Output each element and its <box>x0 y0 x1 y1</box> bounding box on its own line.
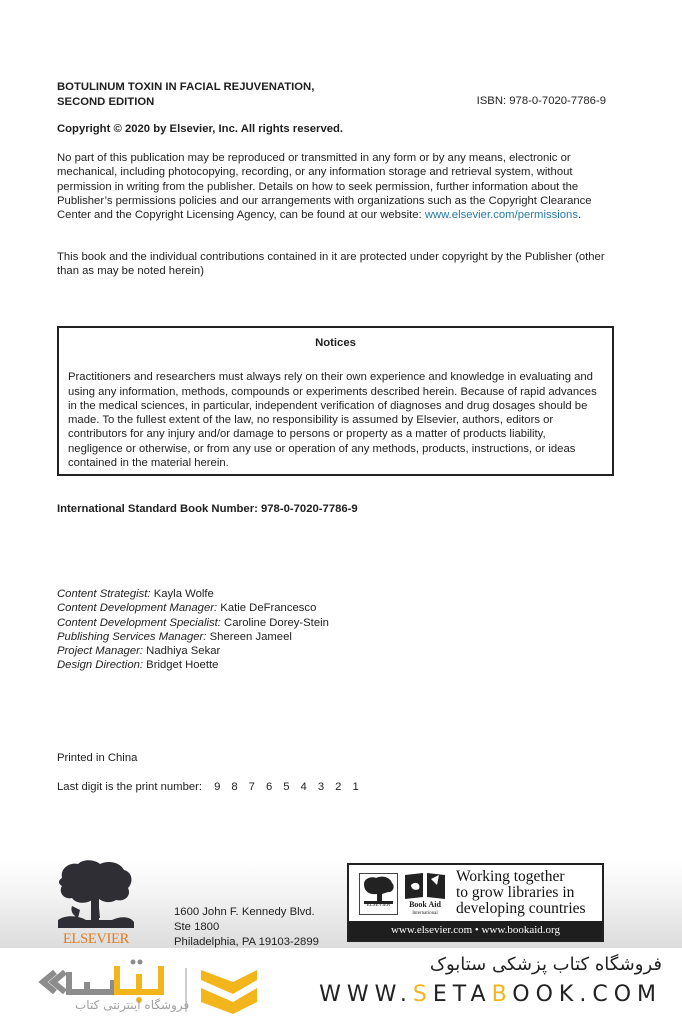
credit-role: Design Direction: <box>57 659 144 672</box>
elsevier-mini-logo <box>359 873 398 915</box>
book-aid-label <box>403 901 447 917</box>
book-aid-urls[interactable]: www.elsevier.com • www.bookaid.org <box>349 921 602 940</box>
credits-list <box>57 587 329 673</box>
credit-role: Content Development Specialist: <box>57 616 221 629</box>
credit-item <box>57 658 329 672</box>
credit-name: Nadhiya Sekar <box>143 645 221 658</box>
setabook-logo <box>35 958 265 1018</box>
elsevier-mini-label: ELSEVIER <box>366 902 391 908</box>
print-digit: 2 <box>335 781 342 793</box>
print-number-label: Last digit is the print number: <box>57 781 203 793</box>
credit-name: Katie DeFrancesco <box>217 602 317 615</box>
book-aid-icon <box>403 871 447 901</box>
notices-body: Practitioners and researchers must always rely on their own experience and knowledge in evaluating and using any information, methods, compounds or experiments described herein. Because of rapid advances in the medical sciences, in particular, independent verification of diagnoses and drug dosages should be made. To the fullest extent of the law, no responsibility is assumed by Elsevier, authors, editors or contributors for any injury and/or damage to persons or property as a matter of products liability, negligence or otherwise, or from any use or operation of any methods, products, instructions, or ideas contained in the material herein. <box>68 371 597 470</box>
protection-paragraph: This book and the individual contributions contained in it are protected under copyright by the Publisher (other than as may be noted herein) <box>57 251 605 278</box>
print-number-line <box>57 780 359 794</box>
credit-item <box>57 601 329 615</box>
print-digit: 9 <box>214 781 221 793</box>
print-digit: 3 <box>317 781 325 793</box>
isbn-header: ISBN: 978-0-7020-7786-9 <box>476 95 606 107</box>
url-part: OOK.COM <box>512 982 662 1007</box>
tagline-line: to grow libraries in <box>456 884 575 901</box>
print-digits <box>214 780 359 794</box>
printed-in: Printed in China <box>57 752 138 764</box>
tree-icon <box>56 858 136 930</box>
book-title-line1: BOTULINUM TOXIN IN FACIAL REJUVENATION, <box>57 81 315 93</box>
print-digit: 8 <box>231 781 238 793</box>
url-part-highlight: S <box>412 982 433 1007</box>
permissions-link[interactable]: www.elsevier.com/permissions <box>424 209 578 222</box>
credit-role: Content Development Manager: <box>57 602 218 615</box>
setabook-url[interactable] <box>319 982 662 1007</box>
book-aid-logo <box>403 871 447 917</box>
permissions-text: No part of this publication may be reproduced or transmitted in any form or by any means, electronic or mechanical, including photocopying, recording, or any information storage and retrieval system, without permission in writing from the publisher. Details on how to seek permission, further information about the Publisher’s permissions policies and our arrangements with organizations such as the Copyright Clearance Center and the Copyright Licensing Agency, can be found at our website: <box>57 152 592 222</box>
isbn-statement: International Standard Book Number: 978-0-7020-7786-9 <box>57 503 358 515</box>
tagline-line: Working together <box>456 868 565 885</box>
print-digit: 4 <box>300 781 307 793</box>
book-title <box>57 80 314 109</box>
book-aid-name: Book Aid <box>409 900 441 909</box>
address-line: Philadelphia, PA 19103-2899 <box>174 936 319 948</box>
tagline-line: developing countries <box>456 900 586 917</box>
print-digit: 6 <box>265 781 273 793</box>
copyright-notice: Copyright © 2020 by Elsevier, Inc. All rights reserved. <box>57 123 344 135</box>
print-digit: 7 <box>248 781 255 793</box>
credit-item <box>57 587 329 601</box>
elsevier-wordmark: ELSEVIER <box>62 930 130 947</box>
credit-item <box>57 630 329 644</box>
setabook-store-name: فروشگاه کتاب پزشکی ستابوک <box>429 954 662 975</box>
book-aid-tagline <box>456 869 586 917</box>
book-aid-sub: International <box>412 911 438 916</box>
elsevier-logo <box>56 858 136 946</box>
credit-name: Kayla Wolfe <box>150 588 214 600</box>
setabook-logo-text: فروشگاه اینترنتی کتاب <box>75 998 190 1012</box>
credit-role: Publishing Services Manager: <box>57 630 207 643</box>
print-digit: 5 <box>283 781 290 793</box>
address-line: 1600 John F. Kennedy Blvd. <box>174 906 315 918</box>
credit-item <box>57 616 329 630</box>
credit-role: Project Manager: <box>57 645 144 658</box>
credit-item <box>57 644 329 658</box>
credit-name: Caroline Dorey-Stein <box>220 616 329 629</box>
credit-name: Bridget Hoette <box>143 659 219 672</box>
credit-role: Content Strategist: <box>57 588 151 600</box>
url-part: WWW. <box>319 982 413 1007</box>
address-line: Ste 1800 <box>174 921 220 933</box>
permissions-paragraph <box>57 151 613 222</box>
print-digit: 1 <box>352 781 359 793</box>
book-aid-banner <box>347 863 604 942</box>
credit-name: Shereen Jameel <box>206 630 292 643</box>
notices-box <box>57 326 614 476</box>
permissions-end: . <box>578 209 582 222</box>
publisher-address <box>174 905 319 950</box>
url-part-highlight: B <box>491 982 513 1007</box>
book-title-line2: SECOND EDITION <box>57 95 155 108</box>
url-part: ETA <box>432 982 492 1007</box>
notices-title: Notices <box>315 337 356 349</box>
